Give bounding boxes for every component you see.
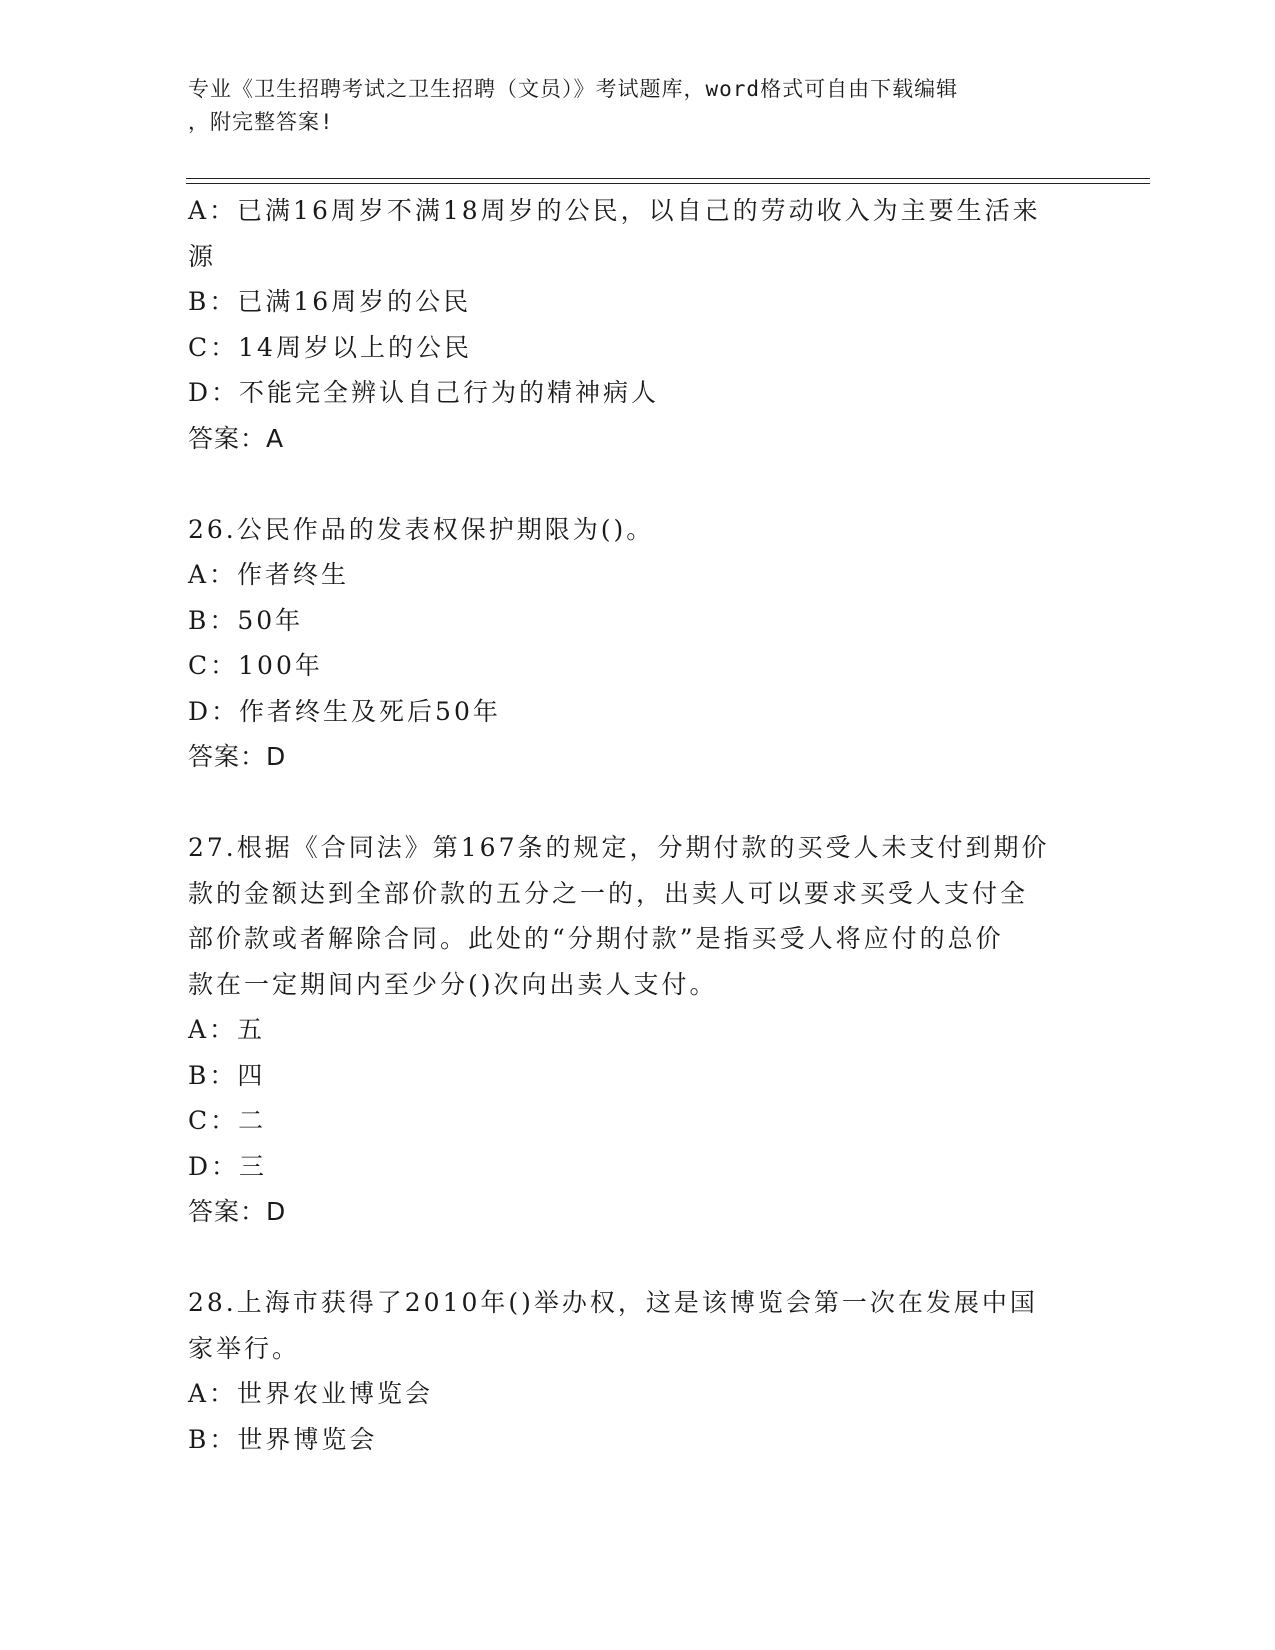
option-text: 源	[188, 241, 217, 271]
answer-text: 答案：D	[188, 742, 287, 771]
question-block	[188, 188, 1088, 461]
question-text: 家举行。	[188, 1333, 301, 1363]
option-text: B：四	[188, 1060, 266, 1090]
question-spacer	[188, 1235, 1088, 1281]
option-text: B：世界博览会	[188, 1424, 378, 1454]
option-text: D：不能完全辨认自己行为的精神病人	[188, 378, 660, 407]
option-text: C：14周岁以上的公民	[188, 332, 472, 362]
document-header	[188, 73, 1068, 139]
header-line-2: ，附完整答案!	[188, 110, 334, 134]
option-text: D：作者终生及死后50年	[188, 696, 501, 726]
question-block	[188, 507, 1088, 780]
question-text: 款的金额达到全部价款的五分之一的，出卖人可以要求买受人支付全	[188, 878, 1029, 908]
option-text: A：五	[188, 1015, 266, 1044]
question-text: 28.上海市获得了2010年()举办权，这是该博览会第一次在发展中国	[188, 1288, 1038, 1317]
question-text: 部价款或者解除合同。此处的“分期付款”是指买受人将应付的总价	[188, 924, 1004, 953]
header-divider-bottom	[186, 183, 1150, 184]
question-text: 26.公民作品的发表权保护期限为()。	[188, 514, 655, 544]
answer-text: 答案：D	[188, 1197, 287, 1226]
question-text: 款在一定期间内至少分()次向出卖人支付。	[188, 969, 718, 999]
option-text: C：100年	[188, 651, 323, 680]
option-text: D：三	[188, 1151, 268, 1181]
question-spacer	[188, 780, 1088, 826]
answer-text: 答案：A	[188, 423, 285, 453]
option-text: A：世界农业博览会	[188, 1379, 434, 1408]
header-divider-top	[186, 178, 1150, 179]
header-line-1: 专业《卫生招聘考试之卫生招聘（文员）》考试题库，word格式可自由下载编辑	[188, 77, 959, 101]
question-spacer	[188, 461, 1088, 507]
option-text: A：已满16周岁不满18周岁的公民，以自己的劳动收入为主要生活来	[188, 196, 1041, 225]
question-list	[188, 188, 1088, 1462]
option-text: C：二	[188, 1106, 267, 1135]
option-text: A：作者终生	[188, 560, 350, 589]
option-text: B：已满16周岁的公民	[188, 287, 472, 316]
question-text: 27.根据《合同法》第167条的规定，分期付款的买受人未支付到期价	[188, 833, 1050, 862]
option-text: B：50年	[188, 605, 304, 635]
question-block	[188, 1280, 1088, 1462]
question-block	[188, 825, 1088, 1235]
